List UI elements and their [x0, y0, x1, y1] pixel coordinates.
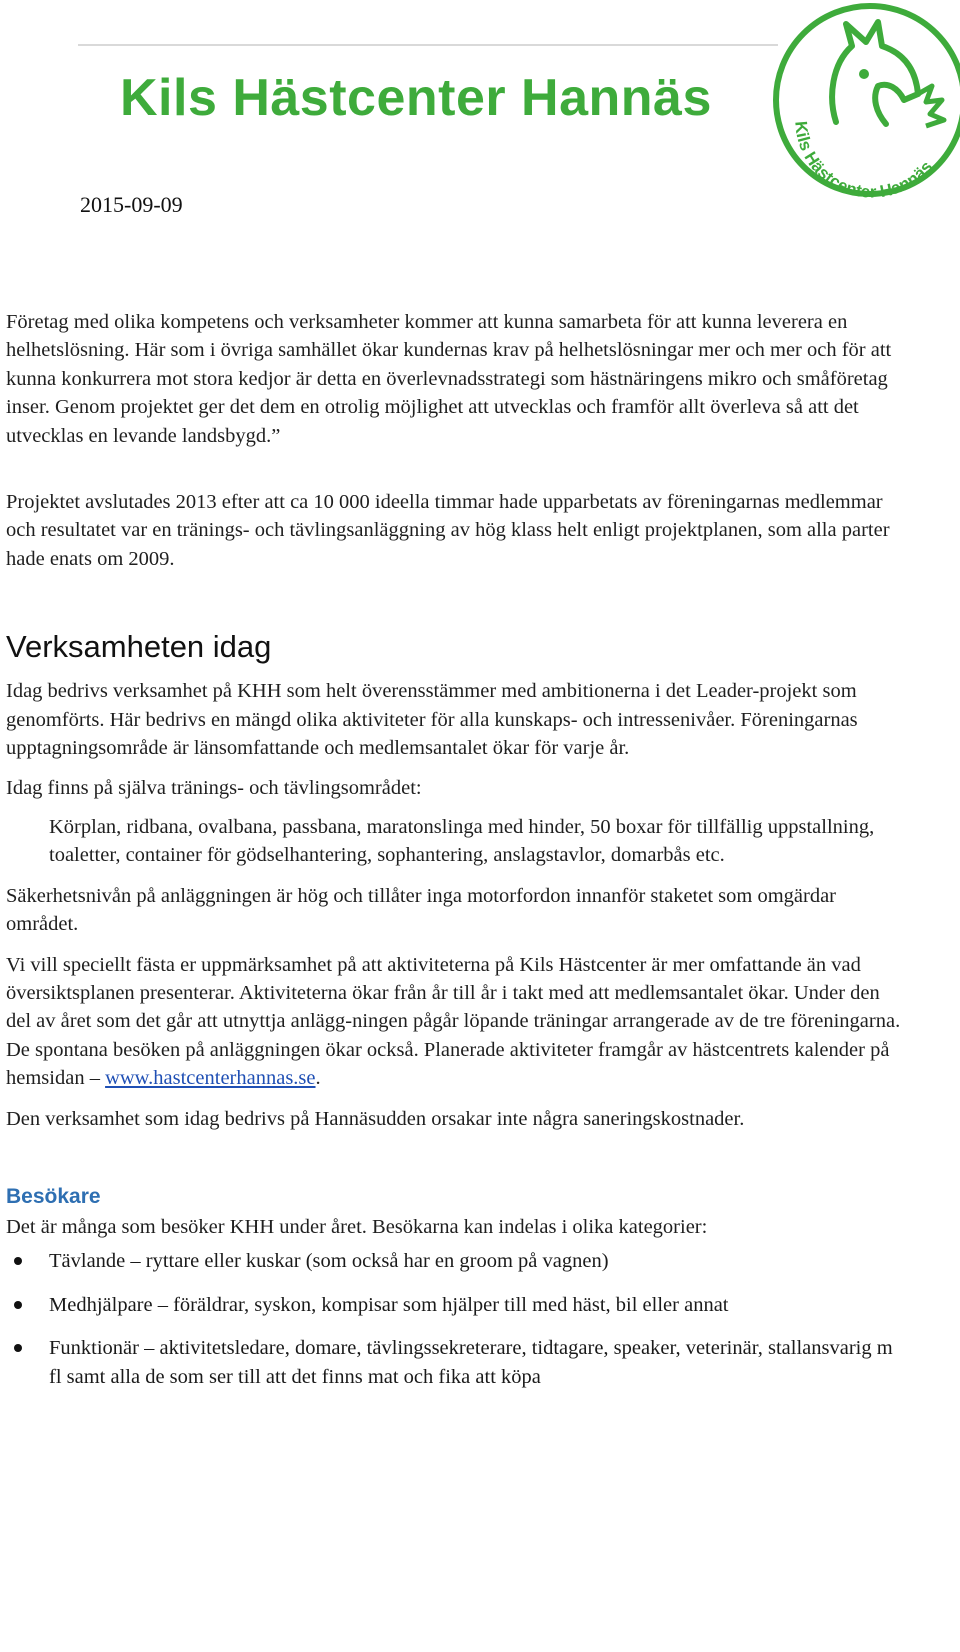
- today-paragraph-4-end: .: [315, 1067, 321, 1090]
- intro-paragraph-2: Projektet avslutades 2013 efter att ca 10 000 ideella timmar hade upparbetats av föreningarnas medlemmar och resultatet var en tränings- och tävlingsanläggning av hög klass helt enligt projektplanen, som alla parter hade enats om 2009.: [6, 491, 890, 570]
- list-item-text: Funktionär – aktivitetsledare, domare, tävlingssekreterare, tidtagare, speaker, veterinär, stallansvarig m fl samt alla de som ser till att det finns mat och fika att köpa: [49, 1337, 893, 1388]
- today-paragraph-2: Idag finns på själva tränings- och tävlingsområdet:: [6, 777, 422, 800]
- today-paragraph-4-text: Vi vill speciellt fästa er uppmärksamhet på att aktiviteterna på Kils Hästcenter är mer omfattande än vad översiktsplanen presenterar. Aktiviteterna ökar från år till år i takt med att medlemsantalet ökar. Under den del av året som det går att utnyttja anlägg-ningen pågår löpande träningar arrangerade av de tre föreningarna. De spontana besöken på anläggningen ökar också. Planerade aktiviteter framgår av hästcentrets kalender på hemsidan –: [6, 953, 901, 1090]
- bullet-icon: [14, 1344, 22, 1352]
- bullet-icon: [14, 1257, 22, 1265]
- intro-paragraph-1: Företag med olika kompetens och verksamheter kommer att kunna samarbeta för att kunna leverera en helhetslösning. Här som i övriga samhället ökar kundernas krav på helhetslösningar mer och mer och för att kunna konkurrera mot stora kedjor är detta en överlevnadsstrategi som hästnäringens mikro och småföretag inser. Genom projektet ger det dem en otrolig möjlighet att utvecklas och framför allt överleva så att det utvecklas en levande landsbygd.”: [6, 311, 892, 447]
- svg-text:Kils Hästcenter Hannäs: Kils Hästcenter Hannäs: [791, 120, 937, 202]
- header-rule: [78, 44, 778, 46]
- horse-logo-icon: [766, 2, 960, 202]
- document-date: 2015-09-09: [80, 192, 183, 217]
- section-heading-today: Verksamheten idag: [6, 629, 272, 665]
- section-heading-visitors: Besökare: [6, 1184, 101, 1208]
- brand-title: Kils Hästcenter Hannäs: [120, 69, 712, 127]
- list-item-text: Medhjälpare – föräldrar, syskon, kompisar som hjälper till med häst, bil eller annat: [49, 1293, 729, 1316]
- list-item: [6, 1334, 906, 1391]
- website-link[interactable]: www.hastcenterhannas.se: [105, 1067, 316, 1090]
- list-item: [6, 1247, 906, 1275]
- list-item: [6, 1291, 906, 1319]
- today-paragraph-3: Säkerhetsnivån på anläggningen är hög och tillåter inga motorfordon innanför staketet som omgärdar området.: [6, 884, 836, 936]
- today-paragraph-1: Idag bedrivs verksamhet på KHH som helt överensstämmer med ambitionerna i det Leader-projekt som genomförts. Här bedrivs en mängd olika aktiviteter för alla kunskaps- och intressenivåer. Föreningarnas upptagningsområde är länsomfattande och medlemsantalet ökar för varje år.: [6, 680, 858, 760]
- list-item-text: Tävlande – ryttare eller kuskar (som också har en groom på vagnen): [49, 1250, 609, 1273]
- today-paragraph-4: [6, 951, 906, 1093]
- bullet-icon: [14, 1301, 22, 1309]
- today-paragraph-5: Den verksamhet som idag bedrivs på Hannäsudden orsakar inte några saneringskostnader.: [6, 1107, 745, 1130]
- document-body: [6, 308, 906, 1406]
- visitor-categories: [6, 1247, 906, 1391]
- visitors-intro: Det är många som besöker KHH under året. Besökarna kan indelas i olika kategorier:: [6, 1215, 708, 1238]
- facilities-list: Körplan, ridbana, ovalbana, passbana, maratonslinga med hinder, 50 boxar för tillfällig uppstallning, toaletter, container för gödselhantering, sophantering, anslagstavlor, domarbås etc.: [49, 815, 875, 867]
